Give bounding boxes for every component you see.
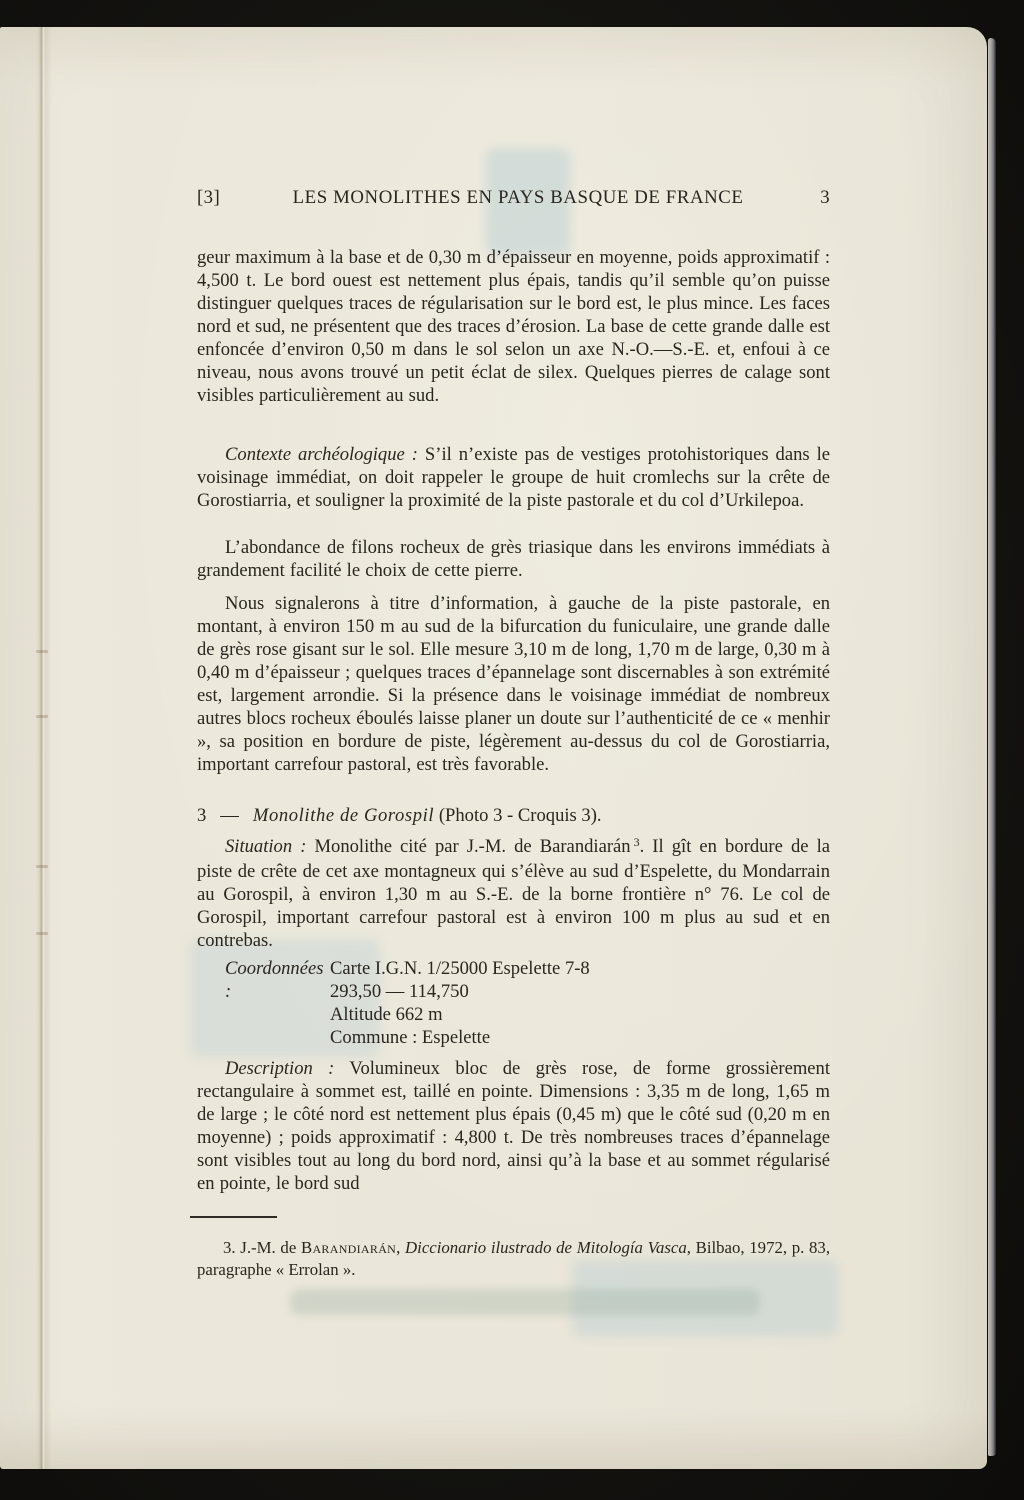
coordonnees-line-altitude: Altitude 662 m	[330, 1004, 443, 1025]
footnote-author-smallcaps: Barandiarán	[300, 1238, 397, 1257]
coordonnees-values	[330, 957, 830, 1049]
paragraph-text: L’abondance de filons rocheux de grès triasique dans les environs immédiats à grandement facilité le choix de cette pierre.	[197, 537, 830, 581]
footnote-text: J.-M. de	[235, 1238, 301, 1257]
paragraph-lead-italic: Contexte archéologique :	[225, 444, 418, 465]
header-bracket-number: [3]	[197, 187, 221, 208]
footnote-number: 3.	[223, 1238, 236, 1257]
paragraph-text: S’il n’existe pas de vestiges protohistoriques dans le voisinage immédiat, on doit rappeler le groupe de huit cromlechs sur la crête de Gorostiarria, et souligner la proximité de la piste pastorale et du col d’Urkilepoa.	[197, 444, 830, 511]
binding-stitch-mark	[36, 865, 48, 868]
page-number: 3	[820, 187, 830, 208]
footnote-work-title-italic: Diccionario ilustrado de Mitología Vasca	[405, 1238, 687, 1257]
binding-stitch-mark	[36, 650, 48, 653]
coordonnees-line-grid: 293,50 — 114,750	[330, 981, 469, 1002]
binding-stitch-mark	[36, 932, 48, 935]
paragraph-text: Nous signalerons à titre d’information, à gauche de la piste pastorale, en montant, à environ 150 m au sud de la bifurcation du funiculaire, une grande dalle de grès rose gisant sur le sol. Elle mesure 3,10 m de long, 1,70 m de large, 0,30 m à 0,40 m d’épaisseur ; quelques traces d’épannelage sont discernables à son extrémité est, largement arrondie. Si la présence dans le voisinage immédiat de nombreux autres blocs rocheux éboulés laisse planer un doute sur l’authenticité de ce « menhir », sa position en bordure de piste, légèrement au-dessus du col de Gorostiarria, important carrefour pastoral, est très favorable.	[197, 593, 830, 775]
section-title-italic: Monolithe de Gorospil	[252, 805, 435, 826]
book-page	[0, 27, 987, 1469]
section-title-suffix: (Photo 3 - Croquis 3).	[434, 805, 602, 826]
paragraph-text: . Il gît en bordure de la piste de crête de cet axe montagneux qui s’élève au sud d’Espelette, du Mondarrain au Gorospil, à environ 1,30 m au S.-E. de la borne frontière n° 76. Le col de Gorospil, important carrefour pastoral est à environ 100 m plus au sud et en contrebas.	[197, 836, 830, 951]
paragraph-description	[197, 1057, 830, 1195]
paragraph-abondance	[197, 536, 830, 582]
footnote-text: ,	[396, 1238, 406, 1257]
footnote	[197, 1237, 830, 1280]
running-title: LES MONOLITHES EN PAYS BASQUE DE FRANCE	[292, 187, 744, 208]
footnote-reference: 3	[633, 835, 640, 849]
paragraph-lead-italic: Situation :	[225, 836, 307, 857]
paragraph-text: Monolithe cité par J.-M. de Barandiarán	[306, 836, 631, 857]
coordonnees-label: Coordonnées :	[225, 958, 324, 1002]
show-through-text-ghost	[290, 1289, 760, 1315]
section-dash: —	[220, 805, 239, 826]
paragraph-situation	[197, 835, 830, 952]
coordonnees-line-carte: Carte I.G.N. 1/25000 Espelette 7-8	[330, 958, 590, 979]
paragraph-lead-italic: Description :	[225, 1058, 335, 1079]
page-stack-edge	[988, 38, 996, 1456]
paragraph-text: Volumineux bloc de grès rose, de forme grossièrement rectangulaire à sommet est, taillé en pointe. Dimensions : 3,35 m de long, 1,65 m de large ; le côté nord est nettement plus épais (0,45 m) que le côté sud (0,20 m en moyenne) ; poids approximatif : 4,800 t. De très nombreuses traces d’épannelage sont visibles tout au long du bord nord, ainsi qu’à la base et au sommet régularisé en pointe, le bord sud	[197, 1058, 831, 1194]
footnote-separator-rule	[190, 1216, 277, 1218]
paragraph-nous-signalerons	[197, 592, 830, 776]
section-number: 3	[197, 805, 207, 826]
binding-stitch-mark	[36, 715, 48, 718]
paragraph-contexte-archeologique	[197, 443, 830, 512]
running-header	[197, 187, 830, 209]
paragraph-text: geur maximum à la base et de 0,30 m d’épaisseur en moyenne, poids approximatif : 4,500 t. Le bord ouest est nettement plus épais, tandis qu’il semble qu’on puisse distinguer quelques traces de régularisation sur le bord est, le plus mince. Les faces nord et sud, ne présentent que des traces d’érosion. La base de cette grande dalle est enfoncée d’environ 0,50 m dans le sol selon un axe N.-O.—S.-E. et, enfoui à ce niveau, nous avons trouvé un petit éclat de silex. Quelques pierres de calage sont visibles particulièrement au sud.	[197, 247, 830, 406]
coordonnees-line-commune: Commune : Espelette	[330, 1027, 491, 1048]
coordonnees-block	[197, 957, 830, 1049]
footnote-text: , Bilbao, 1972, p. 83, paragraphe « Errolan ».	[197, 1238, 831, 1279]
section-heading-monolithe-gorospil	[197, 805, 830, 827]
paragraph-continuation	[197, 246, 830, 407]
binding-crease	[39, 27, 45, 1469]
